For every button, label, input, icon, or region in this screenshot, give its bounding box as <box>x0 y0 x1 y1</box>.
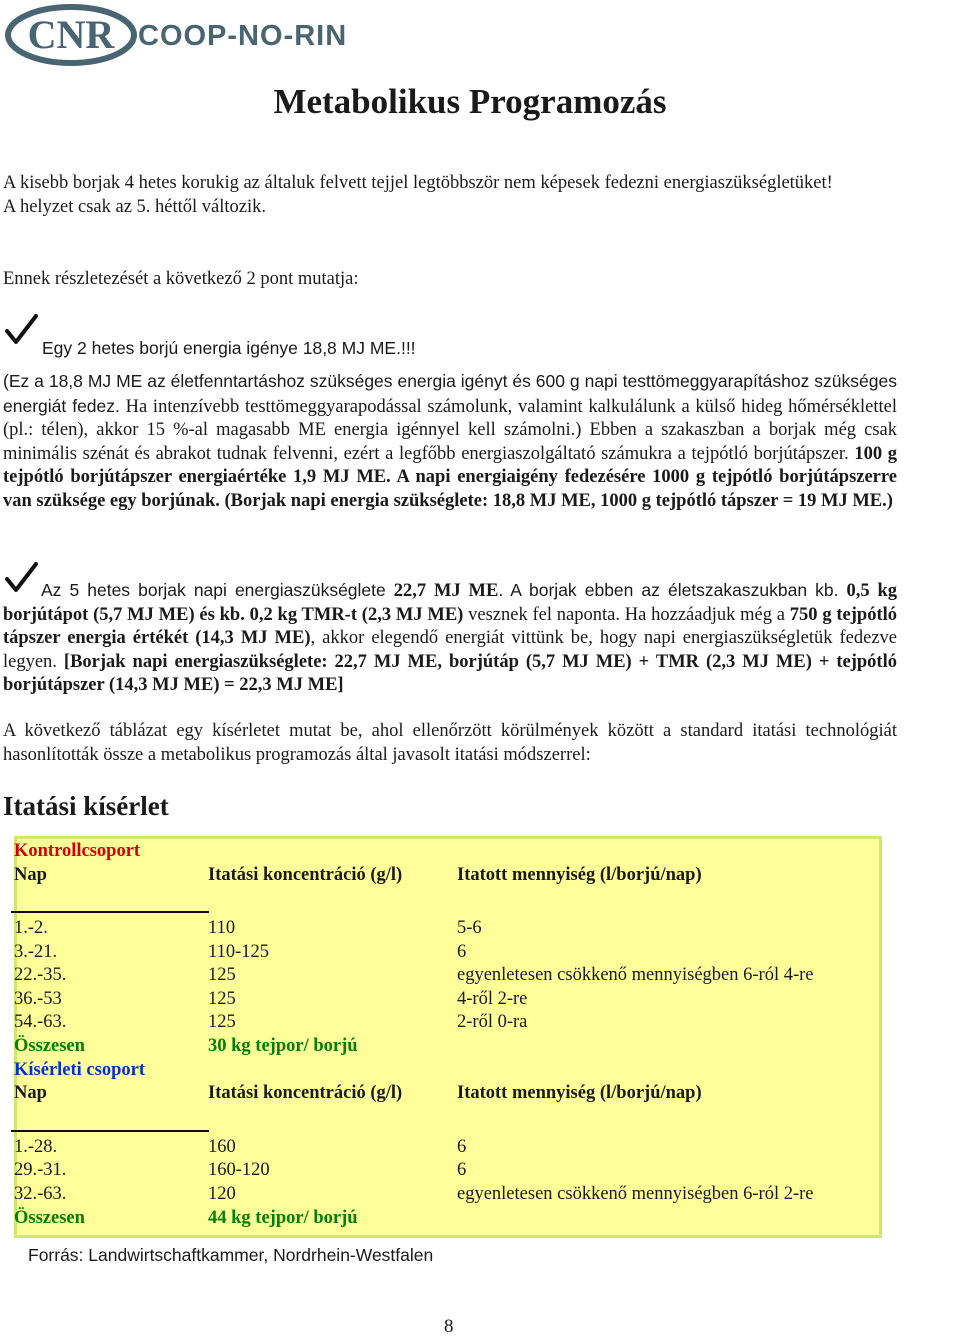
header-day: Nap <box>14 865 47 885</box>
source-note: Forrás: Landwirtschaftkammer, Nordrhein-Westfalen <box>28 1245 434 1265</box>
cell-day: 22.-35. <box>14 965 67 985</box>
cell-day: 29.-31. <box>14 1160 67 1180</box>
cell-concentration: 125 <box>208 1012 236 1032</box>
cell-amount: 6 <box>457 1137 467 1157</box>
header-amount: Itatott mennyiség (l/borjú/nap) <box>457 1083 702 1103</box>
total-label: Összesen <box>14 1036 85 1056</box>
intro-line-1: A kisebb borjak 4 hetes korukig az általuk felvett tejjel legtöbbször nem képesek fedezni energiaszükségletüket! <box>3 173 833 193</box>
header-amount: Itatott mennyiség (l/borjú/nap) <box>457 865 702 885</box>
point2-part-2: 22,7 MJ ME <box>393 581 499 601</box>
cell-day: 32.-63. <box>14 1184 67 1204</box>
logo-text: COOP-NO-RIN <box>138 20 348 52</box>
cell-amount: 6 <box>457 1160 467 1180</box>
cell-concentration: 110 <box>208 918 236 938</box>
cell-amount: 2-ről 0-ra <box>457 1012 528 1032</box>
point2-part-8: [Borjak napi energiaszükséglete: 22,7 MJ ME, borjútáp (5,7 MJ ME) + TMR (2,3 MJ ME) + tejpótló borjútápszer (14,3 MJ ME) = 22,3 MJ ME] <box>3 651 897 695</box>
point1-part-b: Ha intenzívebb testtömeggyarapodással számolunk, valamint kalkulálunk a külső hideg hőmérséklettel (pl.: télen), akkor 15 %-al magasabb ME energia igénnyel kell számolni.) <box>3 396 897 440</box>
cell-day: 3.-21. <box>14 942 58 962</box>
point2-part-3: . A borjak ebben az életszakaszukban kb. <box>498 580 847 600</box>
page-number: 8 <box>444 1316 454 1337</box>
cell-concentration: 120 <box>208 1184 236 1204</box>
cell-day: 1.-2. <box>14 918 48 938</box>
cell-amount: 4-ről 2-re <box>457 989 528 1009</box>
header-concentration: Itatási koncentráció (g/l) <box>208 865 403 885</box>
point2-part-7: , akkor elegendő energiát vittünk be, hogy napi energiaszükségletük fedezve legyen. <box>3 628 897 672</box>
total-value: 30 kg tejpor/ borjú <box>208 1036 358 1056</box>
cell-concentration: 110-125 <box>208 942 269 962</box>
table-intro: A következő táblázat egy kísérletet mutat be, ahol ellenőrzött körülmények között a standard itatási technológiát hasonlították össze a metabolikus programozás által javasolt itatási módszerrel: <box>3 721 897 765</box>
logo-mark: CNR <box>27 12 115 57</box>
point2-paragraph <box>3 579 897 698</box>
cell-concentration: 160 <box>208 1137 236 1157</box>
point1-part-d: 100 g tejpótló borjútápszer energiaértéke 1,9 MJ ME. A napi energiaigény fedezésére 1000 g tejpótló borjútápszerre van szüksége egy borjúnak. (Borjak napi energia szükséglete: 18,8 MJ ME, 1000 g tejpótló tápszer = 19 MJ ME.) <box>3 443 898 511</box>
cell-day: 36.-53 <box>14 989 62 1009</box>
cell-concentration: 125 <box>208 989 236 1009</box>
experimental-group-label: Kísérleti csoport <box>14 1060 145 1080</box>
cell-day: 1.-28. <box>14 1137 58 1157</box>
point1-part-c: Ebben a szakaszban a borjak még csak minimális szénát és abrakot tudnak felvenni, ezért a legfőbb energiaszolgáltató számukra a tejpótló borjútápszer. <box>3 420 897 464</box>
cnr-logo <box>4 4 138 66</box>
page-title: Metabolikus Programozás <box>273 82 667 121</box>
cell-amount: 5-6 <box>457 918 482 938</box>
section-heading: Itatási kísérlet <box>3 791 169 821</box>
point2-part-6: 750 g tejpótló tápszer energia értékét (14,3 MJ ME) <box>3 604 897 648</box>
header-underline <box>11 1130 209 1132</box>
total-label: Összesen <box>14 1208 85 1228</box>
total-value: 44 kg tejpor/ borjú <box>208 1208 358 1228</box>
point2-part-1: Az 5 hetes borjak napi energiaszükséglete <box>41 580 394 600</box>
header-day: Nap <box>14 1083 47 1103</box>
point2-part-5: vesznek fel naponta. Ha hozzáadjuk még a <box>463 604 790 625</box>
intro-line-2: A helyzet csak az 5. héttől változik. <box>3 196 267 217</box>
checkmark-icon <box>4 312 38 346</box>
cell-day: 54.-63. <box>14 1012 67 1032</box>
cell-concentration: 125 <box>208 965 236 985</box>
header-underline <box>11 911 209 913</box>
point1-paragraph <box>3 370 897 513</box>
header-concentration: Itatási koncentráció (g/l) <box>208 1083 403 1103</box>
cell-amount: egyenletesen csökkenő mennyiségben 6-ról 2-re <box>457 1184 814 1204</box>
trial-table <box>14 836 882 1238</box>
control-group-label: Kontrollcsoport <box>14 841 141 861</box>
point1-heading: Egy 2 hetes borjú energia igénye 18,8 MJ ME.!!! <box>42 338 416 358</box>
cell-amount: egyenletesen csökkenő mennyiségben 6-ról 4-re <box>457 965 814 985</box>
point2-part-4: 0,5 kg borjútápot (5,7 MJ ME) és kb. 0,2 kg TMR-t (2,3 MJ ME) <box>3 581 897 625</box>
intro-paragraph <box>3 172 897 219</box>
cell-amount: 6 <box>457 942 467 962</box>
intro-line-3: Ennek részletezését a következő 2 pont mutatja: <box>3 269 359 289</box>
cell-concentration: 160-120 <box>208 1160 270 1180</box>
point1-part-a: (Ez a 18,8 MJ ME az életfenntartáshoz szükséges energia igényt és 600 g napi testtömeggyarapításhoz szükséges energiát fedez. <box>3 371 897 416</box>
